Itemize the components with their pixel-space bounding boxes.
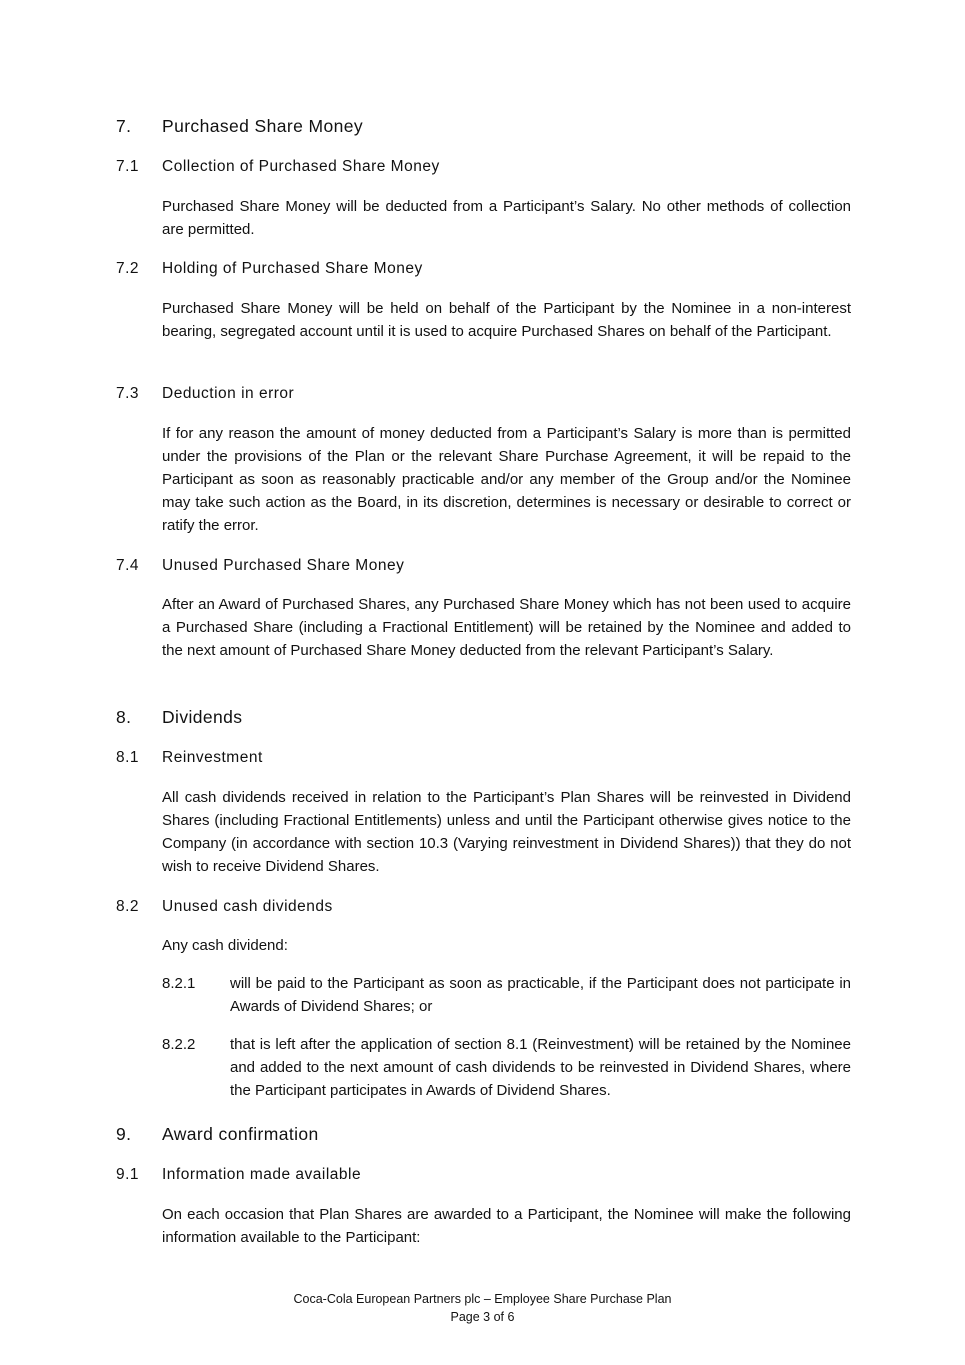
subsection-title: Deduction in error [162, 385, 295, 402]
subsection-title: Unused cash dividends [162, 898, 333, 915]
section-number: 8. [116, 707, 132, 727]
paragraph: On each occasion that Plan Shares are awarded to a Participant, the Nominee will make the following information available to the Participant: [162, 1206, 851, 1246]
item-number: 8.2.1 [162, 975, 196, 992]
page-footer [0, 1290, 965, 1326]
numbered-item [162, 1033, 851, 1102]
subsection-number: 7.3 [116, 385, 140, 402]
section-number: 7. [116, 116, 132, 136]
paragraph: All cash dividends received in relation to the Participant’s Plan Shares will be reinvested in Dividend Shares (including Fractional Entitlements) unless and until the Participant otherwise gives notice to the Company (in accordance with section 10.3 (Varying reinvestment in Dividend Shares)) that they do not wish to receive Dividend Shares. [162, 789, 851, 875]
item-text: will be paid to the Participant as soon as practicable, if the Participant does not participate in Awards of Dividend Shares; or [230, 975, 851, 1015]
subsection-title: Information made available [162, 1166, 362, 1183]
subsection-title: Holding of Purchased Share Money [162, 260, 423, 277]
paragraph: Any cash dividend: [162, 937, 288, 954]
subsection-number: 7.1 [116, 158, 140, 175]
numbered-item [162, 972, 851, 1018]
section-title: Purchased Share Money [162, 116, 364, 136]
page-number: Page 3 of 6 [450, 1310, 515, 1324]
subsection-number: 7.2 [116, 260, 140, 277]
subsection-number: 8.2 [116, 898, 140, 915]
item-text: that is left after the application of section 8.1 (Reinvestment) will be retained by the Nominee and added to the next amount of cash dividends to be reinvested in Dividend Shares, where the Participant participates in Awards of Dividend Shares. [230, 1036, 851, 1099]
subsection-number: 7.4 [116, 557, 140, 574]
subsection-title: Collection of Purchased Share Money [162, 158, 440, 175]
subsection-title: Unused Purchased Share Money [162, 557, 405, 574]
item-number: 8.2.2 [162, 1036, 196, 1053]
subsection-title: Reinvestment [162, 749, 263, 766]
section-title: Dividends [162, 707, 243, 727]
subsection-number: 9.1 [116, 1166, 140, 1183]
paragraph: Purchased Share Money will be held on behalf of the Participant by the Nominee in a non-interest bearing, segregated account until it is used to acquire Purchased Shares on behalf of the Participant. [162, 300, 851, 340]
section-number: 9. [116, 1124, 132, 1144]
subsection-number: 8.1 [116, 749, 140, 766]
paragraph: If for any reason the amount of money deducted from a Participant’s Salary is more than is permitted under the provisions of the Plan or the relevant Share Purchase Agreement, it will be repaid to the Participant as soon as reasonably practicable and/or any member of the Group and/or the Nominee may take such action as the Board, in its discretion, determines is necessary or desirable to correct or ratify the error. [162, 425, 851, 534]
footer-title: Coca-Cola European Partners plc – Employee Share Purchase Plan [293, 1292, 672, 1306]
section-title: Award confirmation [162, 1124, 319, 1144]
paragraph: Purchased Share Money will be deducted from a Participant’s Salary. No other methods of collection are permitted. [162, 198, 851, 238]
paragraph: After an Award of Purchased Shares, any Purchased Share Money which has not been used to acquire a Purchased Share (including a Fractional Entitlement) will be retained by the Nominee and added to the next amount of Purchased Share Money deducted from the relevant Participant’s Salary. [162, 596, 851, 659]
